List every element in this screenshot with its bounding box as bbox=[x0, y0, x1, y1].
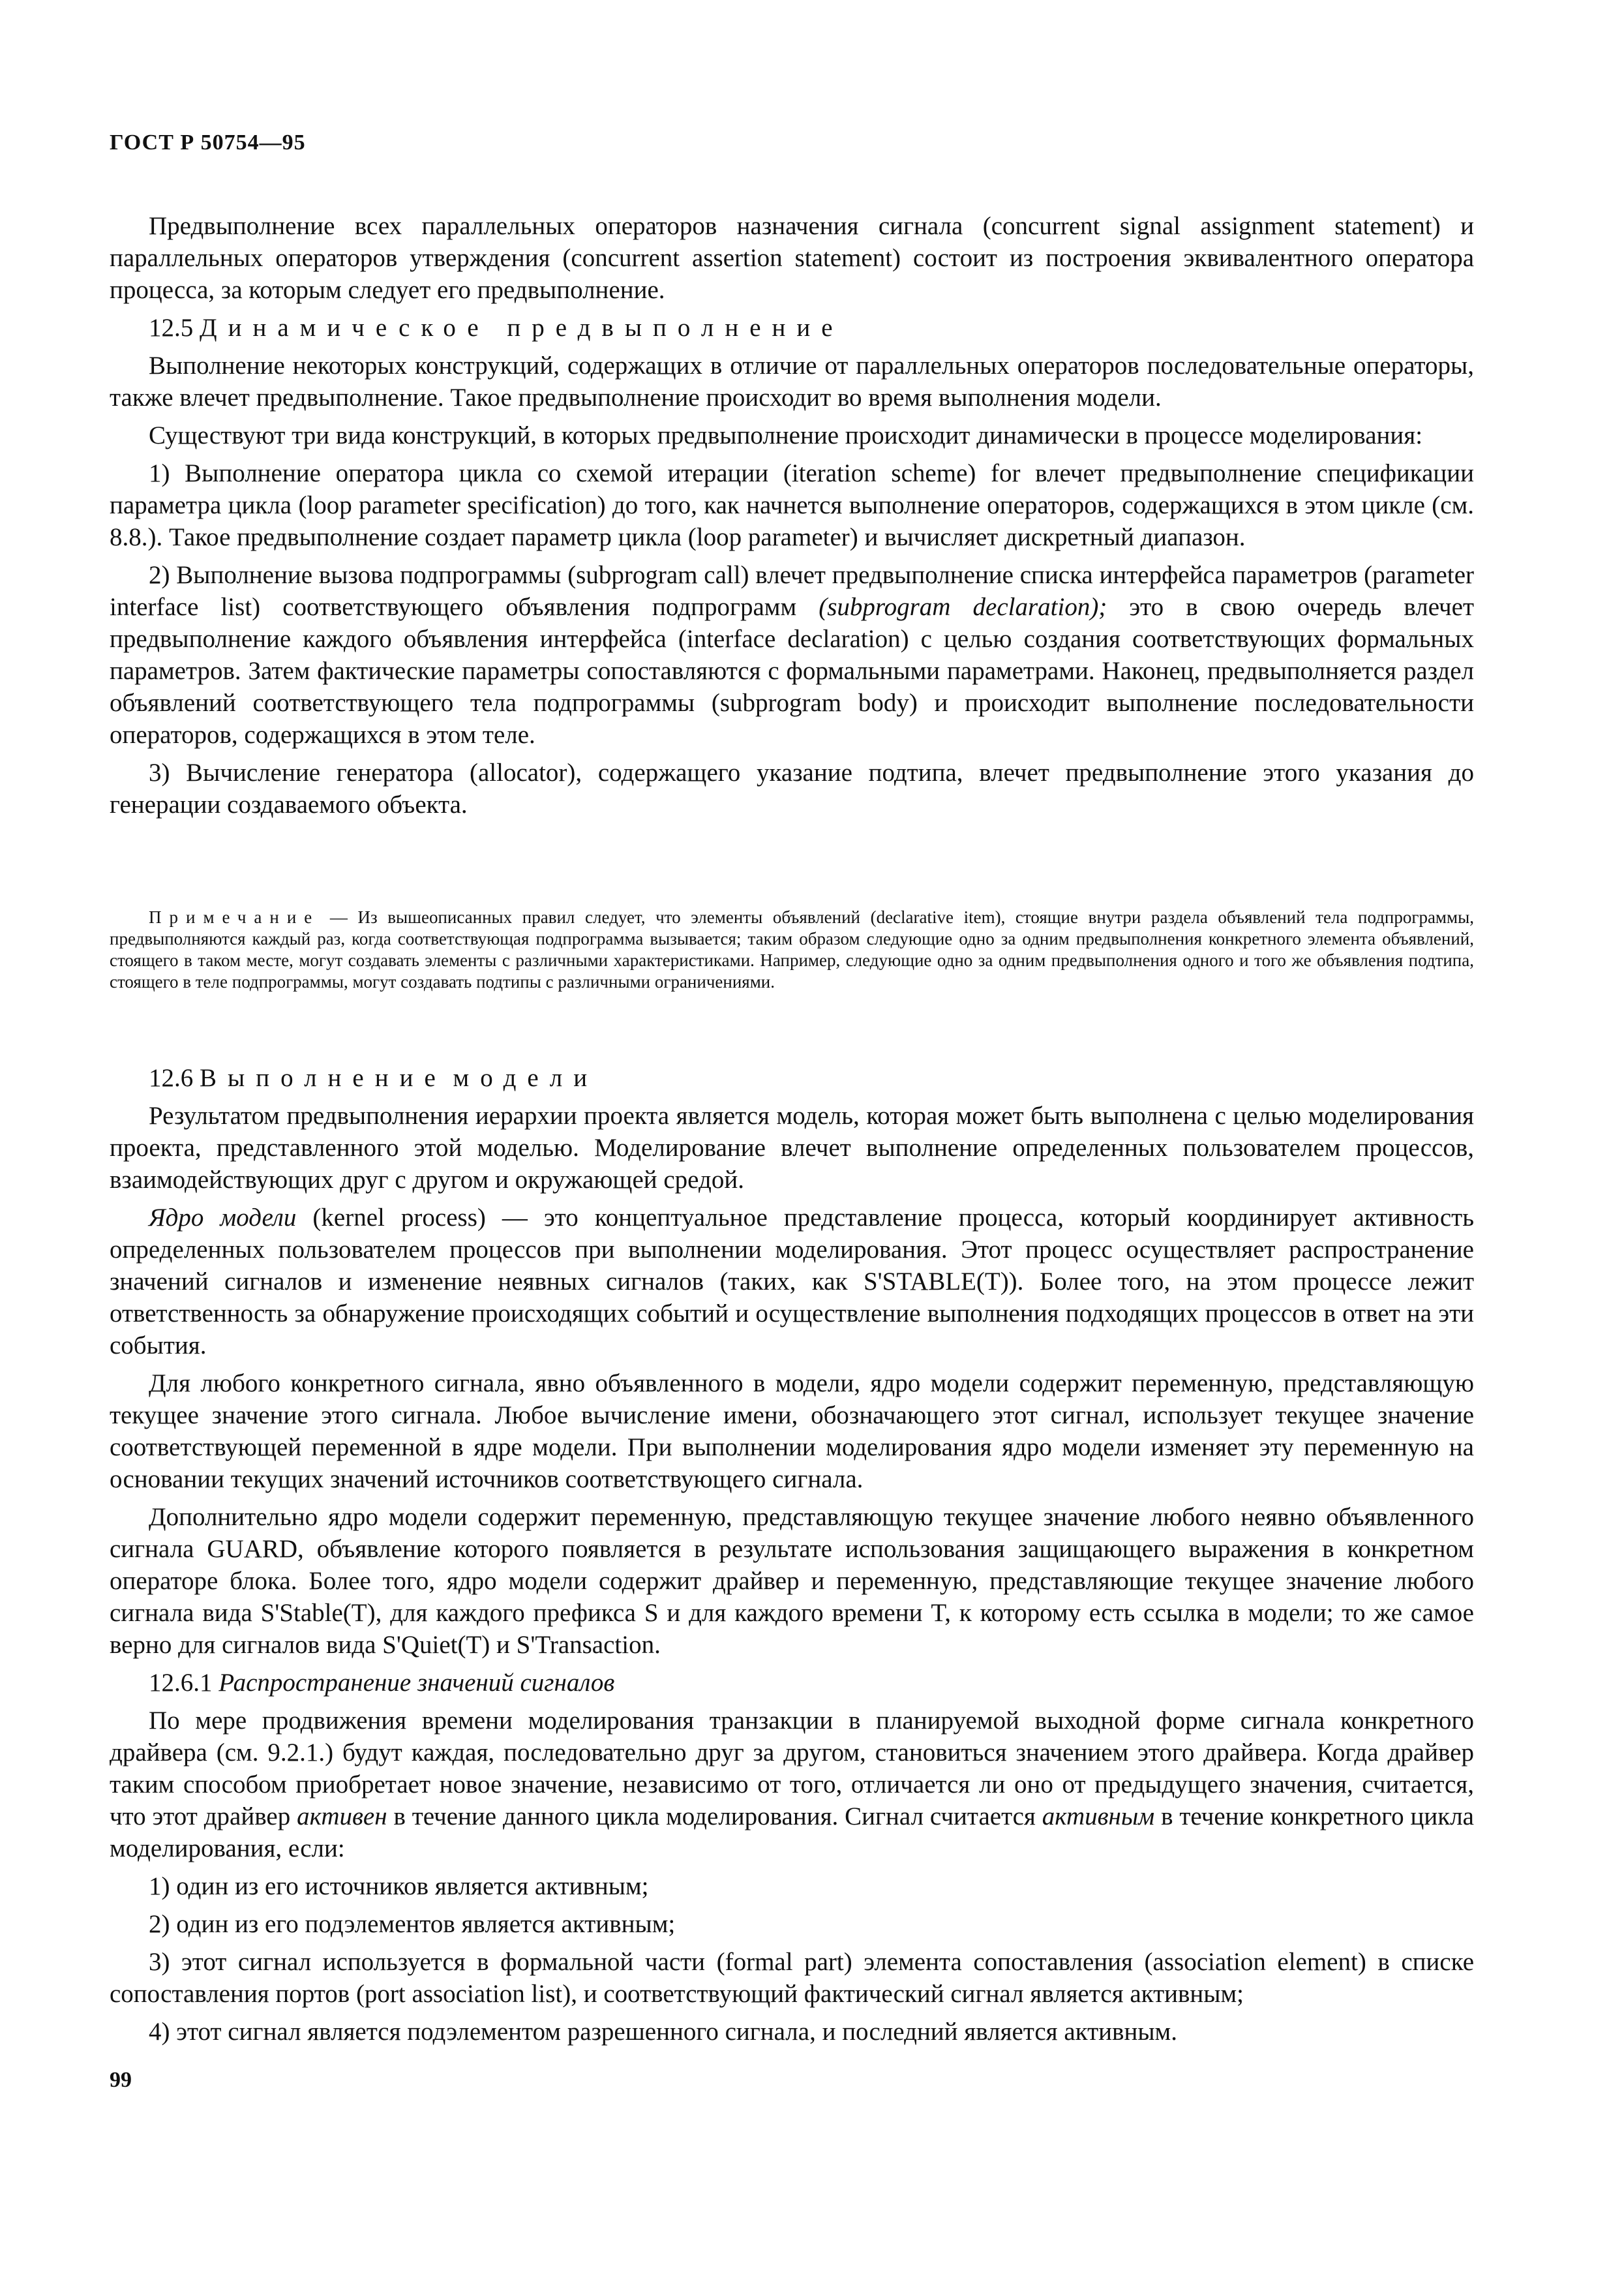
italic-term: активен bbox=[297, 1802, 387, 1830]
paragraph: Существуют три вида конструкций, в которых предвыполнение происходит динамически в процессе моделирования: bbox=[149, 421, 1423, 449]
list-item-text: 2) Выполнение вызова подпрограммы (subprogram call) влечет предвыполнение списка интерфейса параметров (parameter interface list) соответствующего объявления подпрограмм bbox=[110, 561, 1474, 621]
section-title-word: Выполнение bbox=[200, 1064, 447, 1092]
italic-term: активным bbox=[1042, 1802, 1155, 1830]
section-heading-12-6 bbox=[110, 1062, 1474, 1094]
paragraph-text: (kernel process) — это концептуальное представление процесса, который координирует активность определенных пользователем процессов при выполнении моделирования. Этот процесс осуществляет распространение значений сигналов и изменение неявных сигналов (таких, как S'STABLE(T)). Более того, на этом процессе лежит ответственность за обнаружение происходящих событий и осуществление выполнения подходящих процессов в ответ на эти события. bbox=[110, 1204, 1474, 1359]
list-item: 1) Выполнение оператора цикла со схемой итерации (iteration scheme) for влечет предвыполнение спецификации параметра цикла (loop parameter specification) до того, как начнется выполнение операторов, содержащихся в этом цикле (см. 8.8.). Такое предвыполнение создает параметр цикла (loop parameter) и вычисляет дискретный диапазон. bbox=[110, 459, 1474, 551]
note-text: — Из вышеописанных правил следует, что элементы объявлений (declarative item), стоящие внутри раздела объявлений тела подпрограммы, предвыполняются каждый раз, когда соответствующая подпрограмма вызывается; таким образом следующие одно за одним предвыполнения конкретного элемента объявлений, стоящего в таком месте, могут создавать элементы с различными характеристиками. Например, следующие одно за одним предвыполнения одного и того же объявления подтипа, стоящего в теле подпрограммы, могут создавать подтипы с различными ограничениями. bbox=[110, 907, 1474, 992]
paragraph bbox=[110, 1705, 1474, 1864]
page-number: 99 bbox=[110, 2068, 132, 2092]
note-block bbox=[110, 907, 1474, 993]
paragraph-text: в течение данного цикла моделирования. Сигнал считается bbox=[387, 1802, 1042, 1830]
list-item-text: это в свою очередь влечет предвыполнение каждого объявления интерфейса (interface declaration) с целью создания соответствующих формальных параметров. Затем фактические параметры сопоставляются с формальными параметрами. Наконец, предвыполняется раздел объявлений соответствующего тела подпрограммы (subprogram body) и происходит выполнение последовательности операторов, содержащихся в этом теле. bbox=[110, 593, 1474, 749]
italic-term: (subprogram declaration); bbox=[819, 593, 1107, 621]
text-block-bottom bbox=[110, 1062, 1474, 2054]
paragraph bbox=[110, 1202, 1474, 1361]
section-number: 12.5 bbox=[149, 314, 194, 342]
paragraph: Результатом предвыполнения иерархии проекта является модель, которая может быть выполнена с целью моделирования проекта, представленного этой моделью. Моделирование влечет выполнение определенных пользователем процессов, взаимодействующих друг с другом и окружающей средой. bbox=[110, 1102, 1474, 1194]
paragraph-text: в течение конкретного цикла моделирования, если: bbox=[110, 1802, 1474, 1862]
paragraph: Дополнительно ядро модели содержит переменную, представляющую текущее значение любого неявно объявленного сигнала GUARD, объявление которого появляется в результате использования защищающего выражения в конкретном операторе блока. Более того, ядро модели содержит драйвер и переменную, представляющие текущее значение любого сигнала вида S'Stable(T), для каждого префикса S и для каждого времени T, к которому есть ссылка в модели; то же самое верно для сигналов вида S'Quiet(T) и S'Transaction. bbox=[110, 1503, 1474, 1659]
section-title: Распространение значений сигналов bbox=[218, 1669, 615, 1697]
list-item: 2) один из его подэлементов является активным; bbox=[149, 1910, 676, 1938]
list-item bbox=[110, 559, 1474, 751]
list-item: 1) один из его источников является активным; bbox=[149, 1872, 649, 1900]
document-header: ГОСТ Р 50754—95 bbox=[110, 130, 306, 155]
note-label: Примечание bbox=[149, 907, 320, 927]
paragraph-text: По мере продвижения времени моделирования транзакции в планируемой выходной форме сигнала конкретного драйвера (см. 9.2.1.) будут каждая, последовательно друг за другом, становиться значением этого драйвера. Когда драйвер таким способом приобретает новое значение, независимо от того, отличается ли оно от предыдущего значения, считается, что этот драйвер bbox=[110, 1707, 1474, 1830]
section-heading-12-5 bbox=[110, 312, 1474, 344]
section-number: 12.6 bbox=[149, 1064, 194, 1092]
list-item: 4) этот сигнал является подэлементом разрешенного сигнала, и последний является активным. bbox=[149, 2018, 1177, 2046]
italic-term: Ядро модели bbox=[149, 1204, 297, 1232]
list-item: 3) этот сигнал используется в формальной части (formal part) элемента сопоставления (association element) в списке сопоставления портов (port association list), и соответствующий фактический сигнал является активным; bbox=[110, 1948, 1474, 2008]
paragraph: Для любого конкретного сигнала, явно объявленного в модели, ядро модели содержит переменную, представляющую текущее значение этого сигнала. Любое вычисление имени, обозначающего этот сигнал, использует текущее значение соответствующей переменной в ядре модели. При выполнении моделирования ядро модели изменяет эту переменную на основании текущих значений источников соответствующего сигнала. bbox=[110, 1369, 1474, 1493]
section-number: 12.6.1 bbox=[149, 1669, 213, 1697]
section-heading-12-6-1 bbox=[110, 1667, 1474, 1699]
section-title: Динамическое предвыполнение bbox=[200, 314, 844, 342]
text-block-top bbox=[110, 210, 1474, 827]
list-item: 3) Вычисление генератора (allocator), содержащего указание подтипа, влечет предвыполнение этого указания до генерации создаваемого объекта. bbox=[110, 759, 1474, 819]
section-title-word: модели bbox=[453, 1064, 599, 1092]
paragraph: Выполнение некоторых конструкций, содержащих в отличие от параллельных операторов последовательные операторы, также влечет предвыполнение. Такое предвыполнение происходит во время выполнения модели. bbox=[110, 352, 1474, 412]
paragraph-intro: Предвыполнение всех параллельных операторов назначения сигнала (concurrent signal assignment statement) и параллельных операторов утверждения (concurrent assertion statement) состоит из построения эквивалентного оператора процесса, за которым следует его предвыполнение. bbox=[110, 212, 1474, 304]
